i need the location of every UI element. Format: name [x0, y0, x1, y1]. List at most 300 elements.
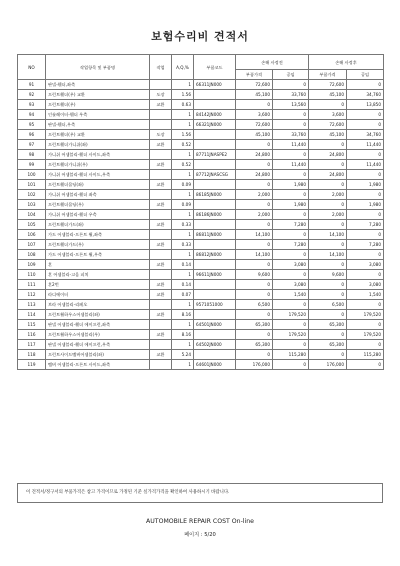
cell-job: 교환 — [150, 260, 172, 270]
header-no: NO — [18, 55, 46, 80]
cell-job — [150, 120, 172, 130]
header-labor-before: 공임 — [273, 70, 309, 80]
cell-part-price-before: 2,000 — [236, 210, 273, 220]
cell-part-price-before: 14,100 — [236, 250, 273, 260]
cell-labor-after: 0 — [347, 170, 384, 180]
cell-part-price-before: 24,800 — [236, 170, 273, 180]
cell-labor-after: 0 — [347, 250, 384, 260]
cell-labor-after: 179,520 — [347, 330, 384, 340]
header-part-price-after: 부품가격 — [309, 70, 347, 80]
cell-item-name: 프런트휀더가드(좌) — [46, 220, 150, 230]
cell-labor-after: 1,540 — [347, 290, 384, 300]
cell-labor-before: 0 — [273, 80, 309, 90]
cell-labor-after: 34,760 — [347, 90, 384, 100]
cell-no: 118 — [18, 350, 46, 360]
cell-labor-before: 13,560 — [273, 100, 309, 110]
cell-job — [150, 230, 172, 240]
cell-part-code: 66311JN000 — [194, 80, 236, 90]
cell-item-name: 판넬 어셈블리-휀더 에이프런,우측 — [46, 340, 150, 350]
cell-item-name: 라디에이터 — [46, 290, 150, 300]
cell-labor-before: 11,440 — [273, 140, 309, 150]
cell-item-name: 인슐레이터-휀더 우측 — [46, 110, 150, 120]
cell-part-price-after: 0 — [309, 260, 347, 270]
cell-part-code: 84142JN000 — [194, 110, 236, 120]
cell-job — [150, 300, 172, 310]
cell-labor-before: 0 — [273, 210, 309, 220]
cell-job — [150, 210, 172, 220]
cell-part-price-after: 14,100 — [309, 250, 347, 260]
cell-qty: 1 — [172, 170, 194, 180]
cell-qty: 1 — [172, 320, 194, 330]
cell-part-price-before: 2,000 — [236, 190, 273, 200]
cell-labor-after: 3,080 — [347, 280, 384, 290]
table-row — [18, 300, 384, 310]
cell-item-name: 프런트휀더가니쉬(좌) — [46, 140, 150, 150]
cell-qty: 8.16 — [172, 310, 194, 320]
cell-qty: 0.14 — [172, 260, 194, 270]
cell-part-price-before: 9,600 — [236, 270, 273, 280]
cell-labor-before: 7,280 — [273, 240, 309, 250]
cell-part-price-after: 65,300 — [309, 320, 347, 330]
cell-part-code: 87712JNASCSG — [194, 170, 236, 180]
cell-part-code: 86186JN000 — [194, 210, 236, 220]
cell-labor-after: 1,980 — [347, 200, 384, 210]
cell-part-price-after: 0 — [309, 240, 347, 250]
cell-labor-after: 34,760 — [347, 130, 384, 140]
cell-item-name: 프런트휀더몰딩(좌) — [46, 180, 150, 190]
cell-labor-before: 1,980 — [273, 200, 309, 210]
cell-part-price-before: 0 — [236, 350, 273, 360]
cell-no: 97 — [18, 140, 46, 150]
cell-item-name: 가드 어셈블리-프론트 휠,우측 — [46, 250, 150, 260]
header-qty: A,Q,% — [172, 55, 194, 80]
cell-qty: 1.56 — [172, 90, 194, 100]
cell-labor-before: 0 — [273, 230, 309, 240]
cell-labor-after: 7,280 — [347, 240, 384, 250]
cell-labor-after: 1,980 — [347, 180, 384, 190]
cell-no: 105 — [18, 220, 46, 230]
cell-item-name: 가니쉬 어셈블리-휀더 사이드,우측 — [46, 170, 150, 180]
cell-labor-before: 0 — [273, 270, 309, 280]
cell-job: 교환 — [150, 140, 172, 150]
cell-part-price-before: 65,300 — [236, 340, 273, 350]
cell-part-code: 64601JN000 — [194, 360, 236, 370]
cell-item-name: 프런트휀더몰딩(우) — [46, 200, 150, 210]
cell-part-code — [194, 330, 236, 340]
header-labor-after: 공임 — [347, 70, 384, 80]
cell-part-code — [194, 260, 236, 270]
cell-labor-before: 3,080 — [273, 280, 309, 290]
cell-labor-before: 0 — [273, 320, 309, 330]
cell-no: 91 — [18, 80, 46, 90]
cell-qty: 0.14 — [172, 280, 194, 290]
cell-no: 106 — [18, 230, 46, 240]
cell-part-code — [194, 310, 236, 320]
cell-labor-after: 11,440 — [347, 160, 384, 170]
cell-item-name: 프런트휀더(우) 교환 — [46, 90, 150, 100]
cell-part-price-after: 24,800 — [309, 150, 347, 160]
cell-labor-before: 3,080 — [273, 260, 309, 270]
cell-no: 114 — [18, 310, 46, 320]
cell-part-price-before: 0 — [236, 160, 273, 170]
cell-no: 108 — [18, 250, 46, 260]
cell-part-price-before: 0 — [236, 280, 273, 290]
cell-part-price-before: 14,100 — [236, 230, 273, 240]
cell-qty: 1 — [172, 360, 194, 370]
cell-qty: 1 — [172, 270, 194, 280]
cell-no: 102 — [18, 190, 46, 200]
cell-part-code — [194, 240, 236, 250]
cell-job — [150, 270, 172, 280]
cell-labor-before: 179,520 — [273, 310, 309, 320]
cell-job: 교환 — [150, 290, 172, 300]
cell-job: 도장 — [150, 130, 172, 140]
cell-part-price-after: 0 — [309, 140, 347, 150]
estimate-table — [17, 54, 384, 370]
cell-no: 107 — [18, 240, 46, 250]
cell-labor-after: 0 — [347, 340, 384, 350]
cell-labor-after: 0 — [347, 270, 384, 280]
cell-part-price-after: 65,300 — [309, 340, 347, 350]
table-row — [18, 80, 384, 90]
cell-part-price-after: 0 — [309, 180, 347, 190]
cell-job: 교환 — [150, 100, 172, 110]
cell-part-price-after: 0 — [309, 200, 347, 210]
cell-part-price-before: 0 — [236, 140, 273, 150]
cell-part-price-before: 0 — [236, 100, 273, 110]
table-row — [18, 150, 384, 160]
cell-qty: 0.52 — [172, 160, 194, 170]
cell-part-price-before: 0 — [236, 330, 273, 340]
table-row — [18, 210, 384, 220]
cell-job — [150, 360, 172, 370]
cell-part-code — [194, 290, 236, 300]
cell-no: 109 — [18, 260, 46, 270]
cell-item-name: 가니쉬 어셈블리-휀더 우측 — [46, 210, 150, 220]
cell-no: 95 — [18, 120, 46, 130]
cell-labor-before: 115,280 — [273, 350, 309, 360]
cell-labor-after: 0 — [347, 110, 384, 120]
cell-part-price-before: 0 — [236, 220, 273, 230]
cell-no: 116 — [18, 330, 46, 340]
table-row — [18, 310, 384, 320]
cell-job: 교환 — [150, 160, 172, 170]
table-row — [18, 130, 384, 140]
cell-job: 교환 — [150, 220, 172, 230]
cell-item-name: 프런트휀더가드(우) — [46, 240, 150, 250]
cell-labor-before: 33,760 — [273, 130, 309, 140]
table-row — [18, 120, 384, 130]
cell-labor-before: 1,980 — [273, 180, 309, 190]
cell-part-code — [194, 160, 236, 170]
cell-no: 104 — [18, 210, 46, 220]
cell-part-code — [194, 140, 236, 150]
cell-part-code: 64502JN000 — [194, 340, 236, 350]
cell-item-name: 가니쉬 어셈블리-휀더 사이드,좌측 — [46, 150, 150, 160]
cell-labor-before: 0 — [273, 360, 309, 370]
header-after-assessment: 손해 사정후 — [309, 55, 384, 70]
cell-part-price-before: 45,100 — [236, 130, 273, 140]
cell-labor-after: 0 — [347, 360, 384, 370]
cell-job — [150, 80, 172, 90]
cell-qty: 1 — [172, 340, 194, 350]
cell-part-price-after: 24,800 — [309, 170, 347, 180]
cell-part-price-before: 45,100 — [236, 90, 273, 100]
cell-labor-before: 0 — [273, 170, 309, 180]
cell-part-price-after: 0 — [309, 100, 347, 110]
table-row — [18, 200, 384, 210]
cell-part-price-after: 0 — [309, 350, 347, 360]
cell-part-code: 87711JNASPE2 — [194, 150, 236, 160]
cell-part-price-after: 72,600 — [309, 80, 347, 90]
cell-part-price-after: 6,500 — [309, 300, 347, 310]
cell-part-price-before: 72,600 — [236, 80, 273, 90]
cell-no: 101 — [18, 180, 46, 190]
cell-job — [150, 150, 172, 160]
cell-no: 117 — [18, 340, 46, 350]
cell-part-code — [194, 200, 236, 210]
cell-labor-after: 0 — [347, 300, 384, 310]
cell-labor-before: 33,760 — [273, 90, 309, 100]
cell-part-code — [194, 90, 236, 100]
cell-labor-after: 179,520 — [347, 310, 384, 320]
cell-item-name: 프런트휀더가니쉬(우) — [46, 160, 150, 170]
table-row — [18, 260, 384, 270]
cell-part-code: 64501JN000 — [194, 320, 236, 330]
cell-qty: 1 — [172, 110, 194, 120]
cell-no: 93 — [18, 100, 46, 110]
cell-labor-before: 179,520 — [273, 330, 309, 340]
table-row — [18, 110, 384, 120]
cell-job — [150, 250, 172, 260]
cell-no: 119 — [18, 360, 46, 370]
table-row — [18, 290, 384, 300]
cell-job: 교환 — [150, 310, 172, 320]
cell-part-price-before: 0 — [236, 180, 273, 190]
cell-part-price-before: 3,600 — [236, 110, 273, 120]
cell-qty: 1 — [172, 120, 194, 130]
cell-job — [150, 110, 172, 120]
cell-part-price-before: 24,800 — [236, 150, 273, 160]
cell-part-code — [194, 350, 236, 360]
cell-no: 110 — [18, 270, 46, 280]
cell-part-price-after: 176,000 — [309, 360, 347, 370]
header-part-price-before: 부품가격 — [236, 70, 273, 80]
cell-part-code: 86812JN000 — [194, 250, 236, 260]
cell-part-code — [194, 280, 236, 290]
cell-part-price-after: 45,100 — [309, 130, 347, 140]
cell-part-code: 86811JN000 — [194, 230, 236, 240]
cell-qty: 1 — [172, 80, 194, 90]
cell-part-price-after: 0 — [309, 330, 347, 340]
cell-item-name: 가드 어셈블리-프론트 휠,좌측 — [46, 230, 150, 240]
table-row — [18, 340, 384, 350]
table-row — [18, 250, 384, 260]
cell-labor-after: 11,440 — [347, 140, 384, 150]
cell-no: 115 — [18, 320, 46, 330]
cell-part-price-after: 0 — [309, 290, 347, 300]
cell-qty: 1 — [172, 300, 194, 310]
cell-labor-after: 115,280 — [347, 350, 384, 360]
cell-labor-after: 0 — [347, 190, 384, 200]
table-row — [18, 160, 384, 170]
cell-item-name: 프런트휠하우스어셈블리(좌) — [46, 310, 150, 320]
cell-part-price-before: 65,300 — [236, 320, 273, 330]
table-row — [18, 190, 384, 200]
table-row — [18, 220, 384, 230]
cell-labor-before: 0 — [273, 340, 309, 350]
table-row — [18, 90, 384, 100]
cell-item-name: 판넬 어셈블리-휀더 에이프런,좌측 — [46, 320, 150, 330]
cell-part-price-after: 2,000 — [309, 210, 347, 220]
header-work-item: 작업항목 및 부품명 — [46, 55, 150, 80]
table-row — [18, 280, 384, 290]
cell-job: 교환 — [150, 180, 172, 190]
cell-qty: 0.09 — [172, 200, 194, 210]
cell-part-price-after: 3,600 — [309, 110, 347, 120]
cell-labor-after: 0 — [347, 320, 384, 330]
cell-part-price-after: 45,100 — [309, 90, 347, 100]
cell-labor-before: 0 — [273, 120, 309, 130]
table-row — [18, 180, 384, 190]
cell-no: 98 — [18, 150, 46, 160]
cell-part-code — [194, 130, 236, 140]
cell-part-price-after: 0 — [309, 280, 347, 290]
cell-part-price-before: 6,500 — [236, 300, 273, 310]
cell-labor-after: 0 — [347, 150, 384, 160]
cell-part-price-after: 14,100 — [309, 230, 347, 240]
cell-qty: 1 — [172, 250, 194, 260]
cell-job: 교환 — [150, 200, 172, 210]
cell-part-code — [194, 220, 236, 230]
cell-qty: 1 — [172, 190, 194, 200]
cell-labor-before: 0 — [273, 300, 309, 310]
table-row — [18, 100, 384, 110]
cell-part-price-before: 0 — [236, 200, 273, 210]
cell-part-price-after: 0 — [309, 310, 347, 320]
cell-labor-before: 1,540 — [273, 290, 309, 300]
cell-job: 도장 — [150, 90, 172, 100]
cell-item-name: 브라 어셈블리-리페오 — [46, 300, 150, 310]
cell-job — [150, 170, 172, 180]
cell-part-price-before: 0 — [236, 310, 273, 320]
cell-qty: 0.52 — [172, 140, 194, 150]
header-before-assessment: 손해 사정전 — [236, 55, 309, 70]
cell-labor-before: 7,280 — [273, 220, 309, 230]
cell-part-price-before: 72,600 — [236, 120, 273, 130]
cell-item-name: 가니쉬 어셈블리-휀더 좌측 — [46, 190, 150, 200]
cell-qty: 8.16 — [172, 330, 194, 340]
cell-item-name: 프런트휠하우스어셈블리(우) — [46, 330, 150, 340]
cell-labor-before: 11,440 — [273, 160, 309, 170]
cell-job — [150, 340, 172, 350]
cell-item-name: 혼 어셈블리-고음 피치 — [46, 270, 150, 280]
cell-labor-after: 13,850 — [347, 100, 384, 110]
table-row — [18, 170, 384, 180]
table-row — [18, 270, 384, 280]
cell-part-price-after: 2,000 — [309, 190, 347, 200]
cell-item-name: 혼 — [46, 260, 150, 270]
cell-part-code — [194, 100, 236, 110]
cell-qty: 5.24 — [172, 350, 194, 360]
cell-labor-after: 0 — [347, 120, 384, 130]
cell-job: 교환 — [150, 240, 172, 250]
page-title: 보험수리비 견적서 — [151, 30, 249, 43]
cell-qty: 0.63 — [172, 100, 194, 110]
cell-labor-after: 3,080 — [347, 260, 384, 270]
cell-no: 100 — [18, 170, 46, 180]
cell-part-price-after: 0 — [309, 220, 347, 230]
cell-no: 96 — [18, 130, 46, 140]
cell-no: 99 — [18, 160, 46, 170]
cell-item-name: 프런트사이드멤버어셈블리(좌) — [46, 350, 150, 360]
cell-qty: 1 — [172, 210, 194, 220]
cell-part-code — [194, 180, 236, 190]
cell-item-name: 판넬-휀더,우측 — [46, 120, 150, 130]
page-number: 페이지 : 5/20 — [184, 532, 216, 538]
cell-part-price-before: 176,000 — [236, 360, 273, 370]
cell-part-price-before: 0 — [236, 290, 273, 300]
table-row — [18, 230, 384, 240]
disclaimer-note: 이 견적서/정구서의 부품가격은 참고 가격이므로 가정된 기준 실가격가격을 확인하여 사용하시기 바랍니다. — [17, 483, 383, 503]
cell-no: 92 — [18, 90, 46, 100]
cell-item-name: 판넬-휀더,좌측 — [46, 80, 150, 90]
table-row — [18, 140, 384, 150]
cell-job: 교환 — [150, 330, 172, 340]
cell-no: 94 — [18, 110, 46, 120]
cell-qty: 0.07 — [172, 290, 194, 300]
cell-part-price-after: 72,600 — [309, 120, 347, 130]
cell-part-code: 9571051000 — [194, 300, 236, 310]
cell-qty: 0.09 — [172, 180, 194, 190]
header-part-code: 부품코드 — [194, 55, 236, 80]
cell-no: 111 — [18, 280, 46, 290]
table-row — [18, 350, 384, 360]
cell-part-code: 96611JN000 — [194, 270, 236, 280]
cell-no: 113 — [18, 300, 46, 310]
cell-part-price-before: 0 — [236, 260, 273, 270]
cell-labor-before: 0 — [273, 150, 309, 160]
table-row — [18, 240, 384, 250]
cell-part-price-after: 9,600 — [309, 270, 347, 280]
cell-job — [150, 320, 172, 330]
header-job: 작업 — [150, 55, 172, 80]
cell-qty: 1.56 — [172, 130, 194, 140]
cell-qty: 1 — [172, 150, 194, 160]
table-row — [18, 360, 384, 370]
cell-no: 103 — [18, 200, 46, 210]
table-row — [18, 320, 384, 330]
cell-item-name: 멤버 어셈블리-프론트 사이드,좌측 — [46, 360, 150, 370]
cell-labor-before: 0 — [273, 110, 309, 120]
cell-part-code: 86185JN000 — [194, 190, 236, 200]
cell-labor-before: 0 — [273, 250, 309, 260]
cell-labor-after: 0 — [347, 80, 384, 90]
cell-item-name: 혼2번 — [46, 280, 150, 290]
cell-labor-after: 0 — [347, 230, 384, 240]
cell-part-code: 66321JN000 — [194, 120, 236, 130]
cell-qty: 0.33 — [172, 220, 194, 230]
cell-labor-before: 0 — [273, 190, 309, 200]
cell-part-price-before: 0 — [236, 240, 273, 250]
cell-item-name: 프런트휀더(우) — [46, 100, 150, 110]
cell-item-name: 프런트휀더(우) 교환 — [46, 130, 150, 140]
cell-job — [150, 190, 172, 200]
cell-qty: 1 — [172, 230, 194, 240]
cell-qty: 0.33 — [172, 240, 194, 250]
cell-labor-after: 0 — [347, 210, 384, 220]
cell-job: 교환 — [150, 280, 172, 290]
